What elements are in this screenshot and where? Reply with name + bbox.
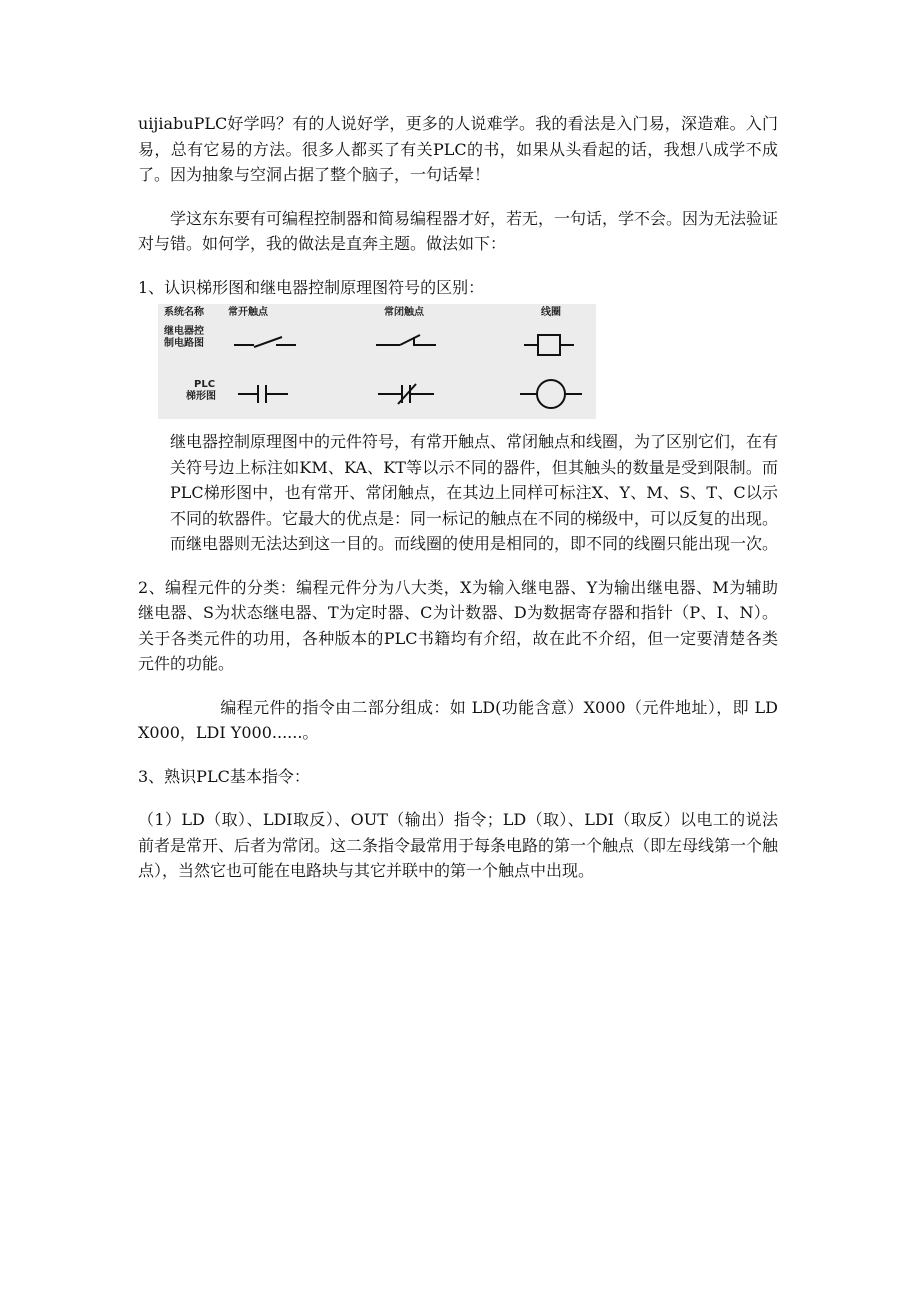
symbol-comparison-figure: [158, 304, 596, 419]
paragraph-2: 学这东东要有可编程控制器和简易编程器才好，若无，一句话，学不会。因为无法验证对与错。如何学，我的做法是直奔主题。做法如下：: [138, 208, 779, 253]
section-2-body: 2、编程元件的分类：编程元件分为八大类，X为输入继电器、Y为输出继电器、M为辅助继电器、S为状态继电器、T为定时器、C为计数器、D为数据寄存器和指针（P、I、N）。关于各类元件的功用，各种版本的PLC书籍均有介绍，故在此不介绍，但一定要清楚各类元件的功能。: [138, 577, 778, 673]
document-page: [138, 111, 778, 884]
relay-coil-icon: [524, 335, 574, 355]
section-1-heading: 1、认识梯形图和继电器控制原理图符号的区别：: [138, 277, 485, 297]
figure-row2-label-1: PLC: [194, 379, 216, 390]
figure-row1-label-1: 继电器控: [164, 326, 204, 337]
relay-no-contact-icon: [234, 337, 296, 347]
section-1-body-block: [170, 429, 778, 557]
figure-header-system: 系统名称: [164, 307, 204, 318]
plc-no-contact-icon: [238, 385, 288, 403]
symbol-drawings: [158, 304, 596, 419]
relay-nc-contact-icon: [376, 335, 436, 346]
plc-coil-icon: [520, 380, 582, 408]
plc-nc-contact-icon: [378, 384, 434, 404]
section-3-heading: 3、熟识PLC基本指令：: [138, 766, 310, 786]
figure-header-no-contact: 常开触点: [228, 307, 268, 318]
figure-header-coil: 线圈: [541, 307, 561, 318]
instruction-text: 编程元件的指令由二部分组成：如 LD(功能含意）X000（元件地址），即 LD X000，LDI Y000......。: [138, 697, 778, 742]
instruction-paragraph: [138, 695, 778, 746]
figure-row1-label-2: 制电路图: [164, 338, 204, 349]
intro-paragraph: uijiabuPLC好学吗？有的人说好学，更多的人说难学。我的看法是入门易，深造难。入门易，总有它易的方法。很多人都买了有关PLC的书，如果从头看起的话，我想八成学不成了。因为抽象与空洞占据了整个脑子，一句话晕！: [138, 114, 778, 184]
figure-row2-label-2: 梯形图: [186, 391, 216, 402]
section-3-body: （1）LD（取）、LDI取反）、OUT（输出）指令；LD（取）、LDI（取反）以电工的说法前者是常开、后者为常闭。这二条指令最常用于每条电路的第一个触点（即左母线第一个触点），当然它也可能在电路块与其它并联中的第一个触点中出现。: [138, 810, 779, 880]
figure-header-nc-contact: 常闭触点: [384, 307, 424, 318]
section-1-body: 继电器控制原理图中的元件符号，有常开触点、常闭触点和线圈，为了区别它们，在有关符号边上标注如KM、KA、KT等以示不同的器件，但其触头的数量是受到限制。而PLC梯形图中，也有常开、常闭触点，在其边上同样可标注X、Y、M、S、T、C以示不同的软器件。它最大的优点是：同一标记的触点在不同的梯级中，可以反复的出现。而继电器则无法达到这一目的。而线圈的使用是相同的，即不同的线圈只能出现一次。: [170, 432, 779, 553]
